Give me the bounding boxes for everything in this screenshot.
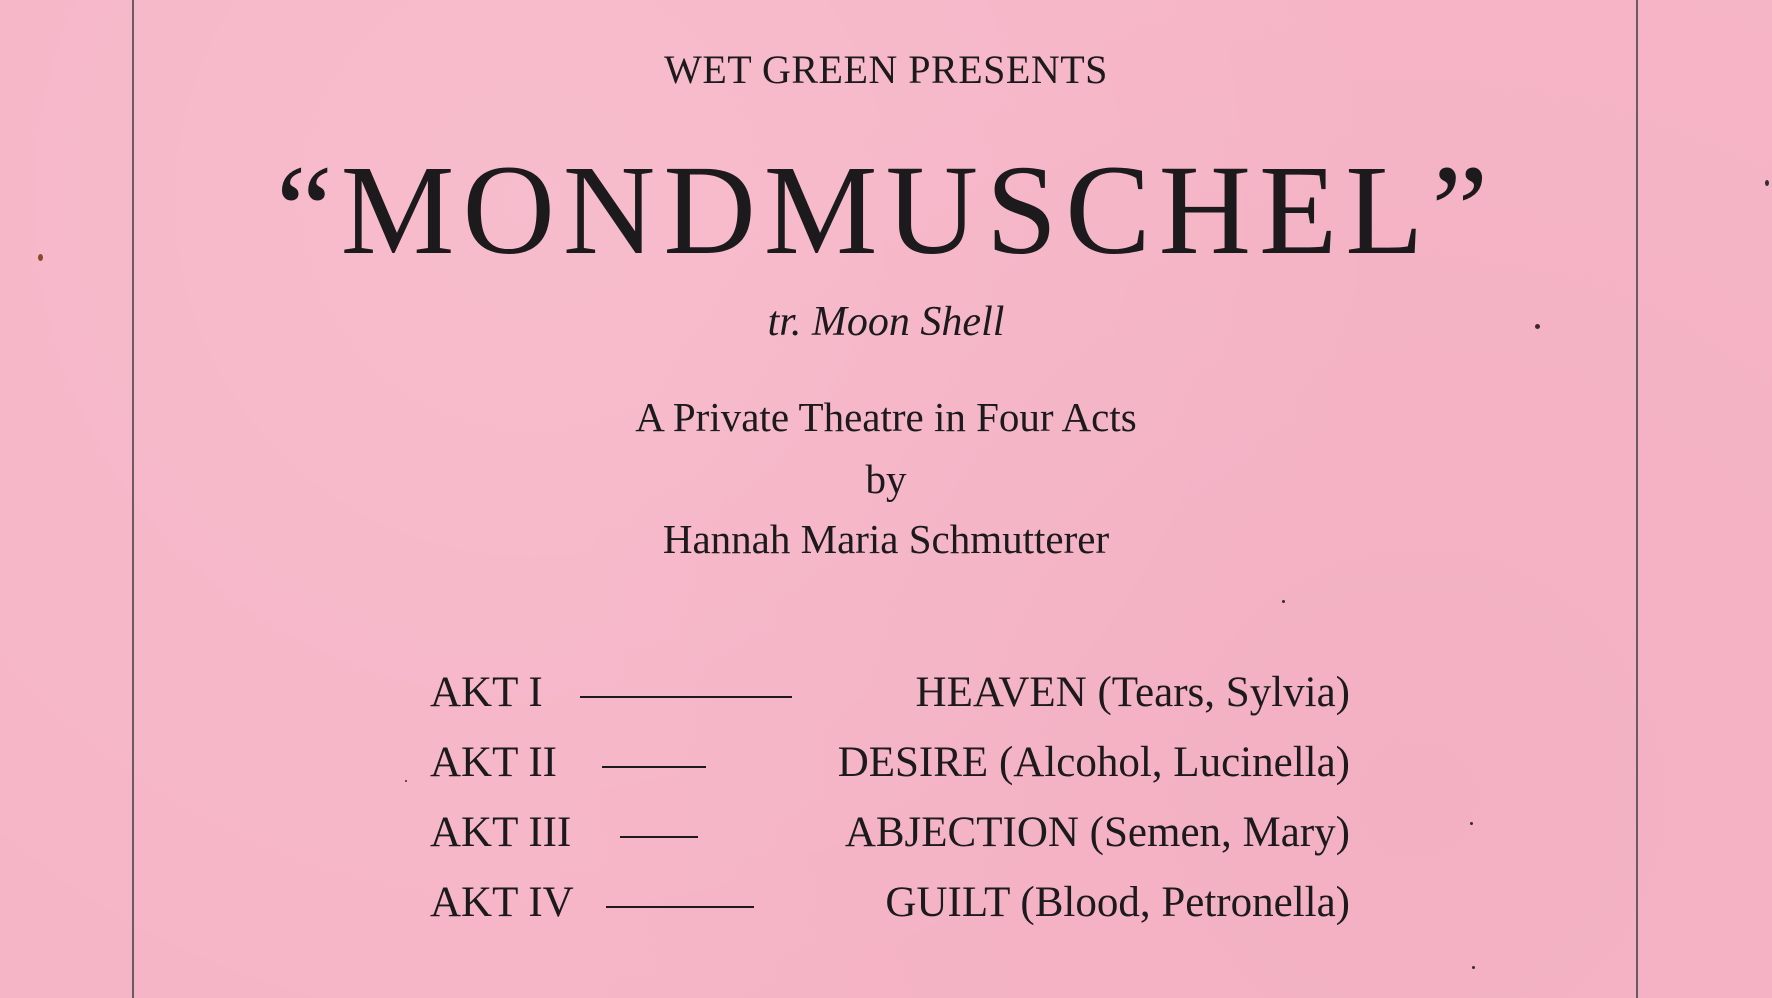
act-label: AKT II bbox=[430, 739, 557, 786]
play-title: “MONDMUSCHEL” bbox=[275, 139, 1497, 281]
paper-speck bbox=[1470, 822, 1473, 825]
act-label: AKT III bbox=[430, 809, 572, 856]
title-translation: tr. Moon Shell bbox=[767, 299, 1005, 345]
act-dash bbox=[620, 836, 698, 838]
paper-speck bbox=[1472, 966, 1475, 969]
act-label: AKT I bbox=[430, 669, 543, 716]
act-dash bbox=[606, 906, 754, 908]
paper-speck bbox=[405, 780, 407, 782]
act-description: DESIRE (Alcohol, Lucinella) bbox=[837, 739, 1350, 786]
paper-speck bbox=[1282, 600, 1285, 603]
act-label: AKT IV bbox=[430, 879, 574, 926]
act-description: GUILT (Blood, Petronella) bbox=[885, 879, 1350, 926]
act-dash bbox=[602, 766, 706, 768]
play-subtitle: A Private Theatre in Four Acts bbox=[635, 394, 1137, 440]
act-row bbox=[430, 878, 1350, 948]
act-dash bbox=[580, 696, 792, 698]
author-name: Hannah Maria Schmutterer bbox=[662, 516, 1110, 562]
act-description: HEAVEN (Tears, Sylvia) bbox=[915, 669, 1350, 716]
act-description: ABJECTION (Semen, Mary) bbox=[844, 809, 1350, 856]
act-row bbox=[430, 668, 1350, 738]
presenter-line: WET GREEN PRESENTS bbox=[664, 47, 1108, 92]
act-row bbox=[430, 808, 1350, 878]
acts-list bbox=[430, 668, 1350, 948]
act-row bbox=[430, 738, 1350, 808]
by-line: by bbox=[865, 456, 907, 502]
